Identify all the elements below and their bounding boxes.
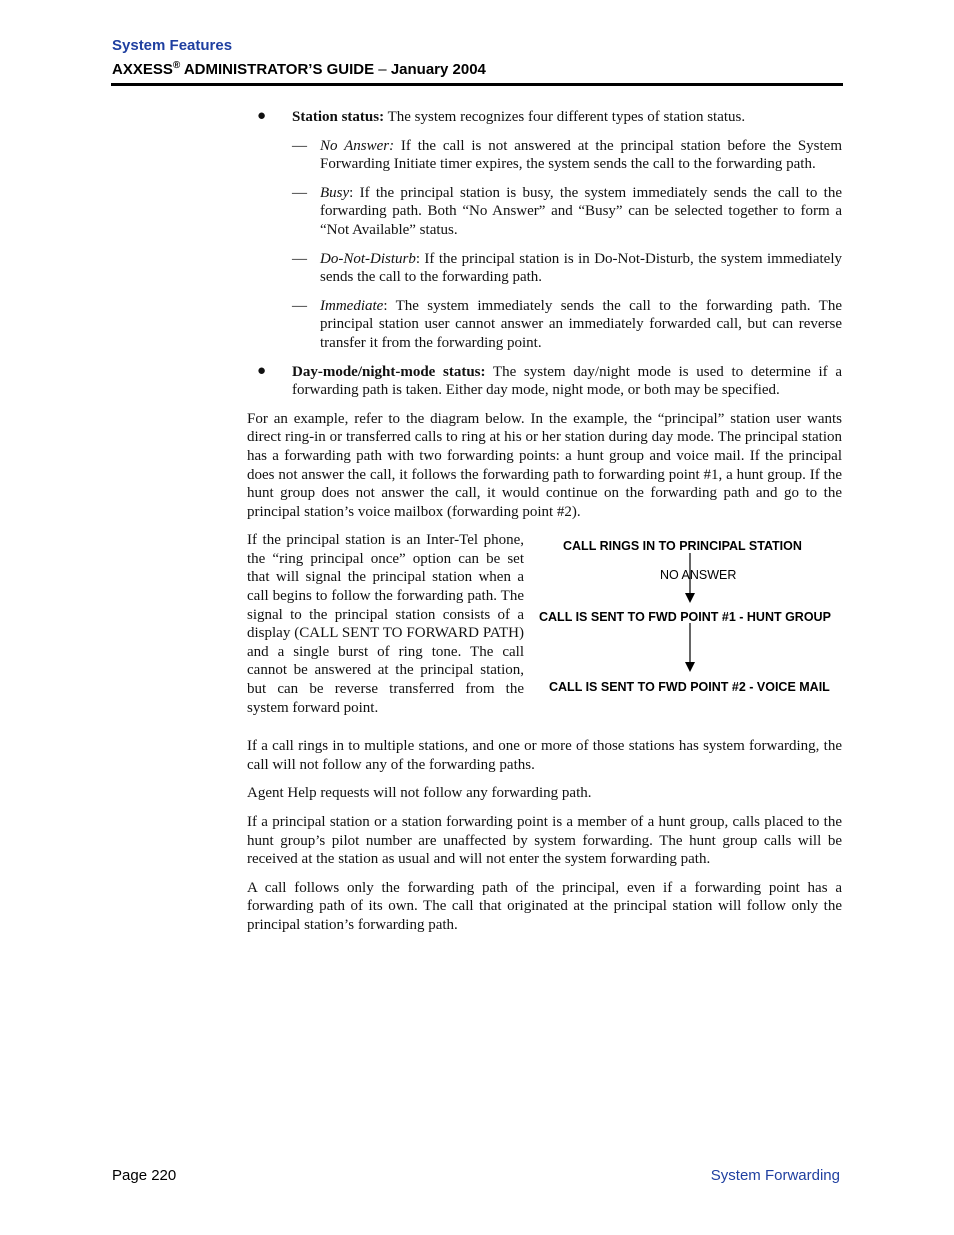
forwarding-diagram	[534, 531, 844, 727]
bullet-term: Station status:	[292, 109, 385, 125]
title-dash: –	[374, 61, 391, 78]
diagram-condition-label: NO ANSWER	[660, 568, 737, 583]
bullet-day-night	[247, 363, 842, 400]
status-text: : The system immediately sends the call to the forwarding path. The principal station user cannot answer an immediately forwarded call, but can reverse transfer it from the forwarding point.	[320, 297, 842, 351]
diagram-step-voice-mail: CALL IS SENT TO FWD POINT #2 - VOICE MAIL	[549, 680, 830, 695]
diagram-step-principal: CALL RINGS IN TO PRINCIPAL STATION	[563, 539, 802, 554]
status-term: Do-Not-Disturb	[320, 250, 416, 267]
guide-date: January 2004	[390, 61, 486, 78]
guide-title	[112, 60, 486, 78]
status-item-no-answer	[247, 137, 842, 174]
diagram-section	[247, 531, 842, 727]
arrow-to-voice-mail	[685, 623, 695, 672]
status-text: : If the principal station is busy, the system immediately sends the call to the forwarding path. Both “No Answer” and “Busy” can be selected together to form a “Not Available” status.	[320, 184, 842, 238]
status-item-dnd	[247, 250, 842, 287]
guide-title-text: ADMINISTRATOR’S GUIDE	[180, 61, 375, 78]
page-number: Page 220	[112, 1167, 177, 1184]
registered-mark: ®	[172, 60, 181, 71]
status-item-busy	[247, 184, 842, 240]
bullet-dot: ●	[257, 108, 267, 124]
paragraph-principal-only: A call follows only the forwarding path of the principal, even if a forwarding point has a forwarding path of its own. The call that originated at the principal station will follow only the principal station’s forwarding path.	[247, 879, 842, 934]
bullet-text: The system recognizes four different types of station status.	[384, 109, 746, 125]
arrow-to-hunt-group	[685, 553, 695, 603]
dash-marker: —	[292, 137, 307, 154]
guide-brand: AXXESS	[112, 61, 173, 78]
bullet-term: Day-mode/night-mode status:	[292, 363, 486, 380]
paragraph-multiple-stations: If a call rings in to multiple stations, and one or more of those stations has system forwarding, the call will not follow any of the forwarding paths.	[247, 738, 842, 773]
status-text: If the call is not answered at the principal station before the System Forwarding Initiate timer expires, the system sends the call to the forwarding path.	[320, 137, 843, 173]
bullet-dot: ●	[257, 362, 267, 379]
paragraph-inter-tel: If the principal station is an Inter-Tel phone, the “ring principal once” option can be set that will signal the principal station when a call begins to follow the forwarding path. The signal to the principal station consists of a display (CALL SENT TO FORWARD PATH) and a single burst of ring tone. The call cannot be answered at the principal station, but can be reverse transferred from the system forward point.	[247, 532, 524, 716]
diagram-step-hunt-group: CALL IS SENT TO FWD POINT #1 - HUNT GROUP	[539, 610, 831, 625]
paragraph-hunt-group: If a principal station or a station forwarding point is a member of a hunt group, calls placed to the hunt group’s pilot number are unaffected by system forwarding. The hunt group calls will be received at the station as usual and will not enter the system forwarding path.	[247, 814, 842, 868]
diagram-arrows	[534, 531, 844, 727]
status-term: No Answer:	[320, 137, 395, 154]
header-rule	[111, 83, 843, 86]
section-title: System Features	[112, 37, 233, 54]
status-term: Busy	[320, 184, 350, 201]
paragraph-example: For an example, refer to the diagram below. In the example, the “principal” station user wants direct ring-in or transferred calls to ring at his or her station during day mode. The principal station has a forwarding path with two forwarding points: a hunt group and voice mail. If the principal does not answer the call, it follows the forwarding path to forwarding point #1, a hunt group. If the hunt group does not answer the call, it would continue on the forwarding path and go to the principal station’s voice mailbox (forwarding point #2).	[247, 410, 842, 520]
bullet-text: The system day/night mode is used to determine if a forwarding path is taken. Either day mode, night mode, or both may be specified.	[292, 363, 842, 399]
paragraph-agent-help: Agent Help requests will not follow any forwarding path.	[247, 785, 592, 802]
status-text: : If the principal station is in Do-Not-Disturb, the system immediately sends the call to the forwarding path.	[320, 250, 842, 286]
chapter-name: System Forwarding	[710, 1167, 840, 1184]
status-term: Immediate	[320, 297, 384, 314]
bullet-station-status	[247, 108, 842, 127]
dash-marker: —	[292, 297, 307, 314]
page-body	[247, 108, 842, 945]
dash-marker: —	[292, 250, 307, 267]
dash-marker: —	[292, 184, 307, 201]
status-item-immediate	[247, 297, 842, 353]
